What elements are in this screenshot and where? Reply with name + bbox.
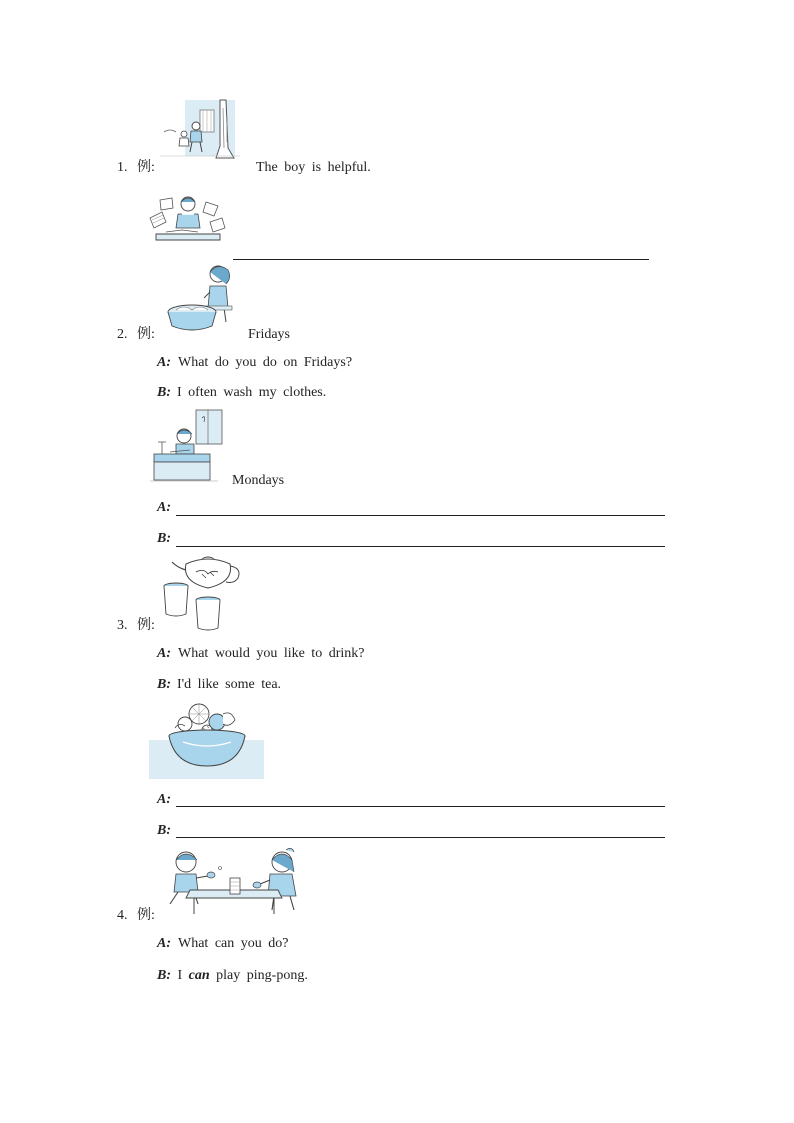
- speaker-a-label: A:: [157, 936, 171, 951]
- answer-line-2a[interactable]: [176, 515, 665, 516]
- example-question-3: What would you like to drink?: [178, 646, 365, 661]
- task-speaker-a-label: A:: [157, 792, 171, 807]
- example-answer-4: [157, 967, 308, 985]
- example-question-2: What do you do on Fridays?: [178, 355, 353, 370]
- example-marker-4: 例:: [137, 908, 155, 923]
- example-marker-2: 例:: [137, 327, 155, 342]
- girl-washing-clothes-picture: [166, 262, 246, 334]
- task-speaker-b-label: B:: [157, 531, 171, 546]
- example-sentence-1: The boy is helpful.: [256, 160, 371, 175]
- example-question-4: What can you do?: [178, 936, 289, 951]
- question-number-1: 1.: [117, 160, 128, 175]
- boy-homework-picture: [148, 192, 230, 248]
- speaker-a-label: A:: [157, 355, 171, 370]
- example-marker-1: 例:: [137, 160, 155, 175]
- speaker-b-label: B:: [157, 385, 171, 400]
- fruit-salad-picture: [149, 700, 265, 780]
- task-day-2: Mondays: [232, 473, 285, 488]
- question-number-3: 3.: [117, 618, 128, 633]
- answer-line-3a[interactable]: [176, 806, 665, 807]
- answer-line-2b[interactable]: [176, 546, 665, 547]
- answer-rest: play ping-pong.: [216, 968, 308, 983]
- example-answer-3: I'd like some tea.: [177, 677, 282, 692]
- speaker-b-label: B:: [157, 677, 171, 692]
- teapot-cups-picture: [160, 552, 244, 632]
- answer-line-3b[interactable]: [176, 837, 665, 838]
- ping-pong-picture: [164, 848, 304, 920]
- speaker-a-label: A:: [157, 646, 171, 661]
- answer-line-1[interactable]: [233, 259, 649, 260]
- boy-helping-picture: [160, 98, 242, 164]
- question-number-4: 4.: [117, 908, 128, 923]
- girl-studying-picture: [150, 408, 224, 482]
- example-marker-3: 例:: [137, 618, 155, 633]
- answer-emphasis-word: can: [188, 968, 210, 983]
- answer-pronoun: I: [177, 968, 183, 983]
- question-number-2: 2.: [117, 327, 128, 342]
- example-answer-2: I often wash my clothes.: [177, 385, 327, 400]
- task-speaker-a-label: A:: [157, 500, 171, 515]
- example-day-2: Fridays: [248, 327, 290, 342]
- task-speaker-b-label: B:: [157, 823, 171, 838]
- speaker-b-label: B:: [157, 968, 171, 983]
